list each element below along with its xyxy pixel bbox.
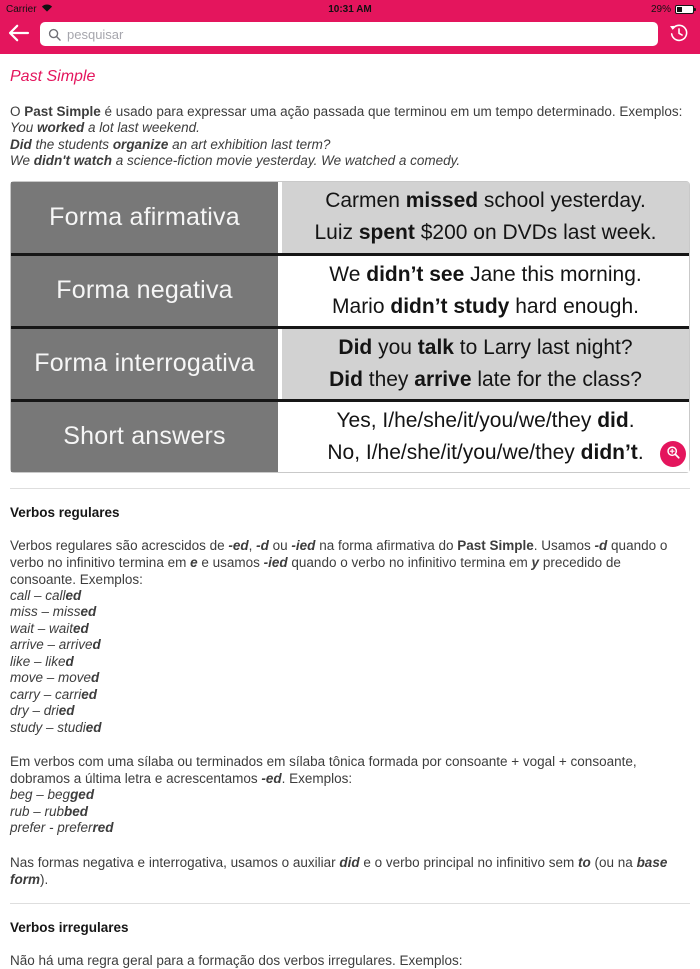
zoom-image-button[interactable]	[660, 441, 686, 467]
verb-pair: study – studied	[10, 719, 102, 735]
table-row	[11, 326, 689, 399]
table-line: Luiz spent $200 on DVDs last week.	[314, 221, 657, 244]
table-line: We didn’t see Jane this morning.	[329, 262, 642, 286]
negative-interrogative-note: Nas formas negativa e interrogativa, usamos o auxiliar did e o verbo principal no infinitivo sem to (ou na base form).	[10, 854, 668, 887]
verb-pair: prefer - preferred	[10, 820, 114, 835]
lesson-content	[0, 68, 700, 969]
row-examples	[282, 402, 689, 472]
status-bar	[0, 0, 700, 16]
intro-examples	[10, 120, 690, 170]
intro-paragraph: O Past Simple é usado para expressar uma ação passada que terminou em um tempo determinado. Exemplos:	[10, 104, 683, 119]
clock-time: 10:31 AM	[328, 3, 372, 15]
history-button[interactable]	[666, 21, 692, 47]
irregular-verbs-note: Não há uma regra geral para a formação dos verbos irregulares. Exemplos:	[10, 952, 463, 968]
wifi-icon	[41, 3, 53, 15]
search-field	[40, 22, 658, 46]
table-line: Mario didn’t study hard enough.	[332, 294, 639, 318]
magnifier-plus-icon	[666, 445, 681, 463]
page-title: Past Simple	[10, 68, 96, 85]
verb-pair: dry – dried	[10, 703, 75, 718]
table-line: Did you talk to Larry last night?	[338, 335, 633, 359]
verb-pair: carry – carried	[10, 686, 98, 702]
battery-icon	[675, 5, 694, 14]
verb-pair: arrive – arrived	[10, 637, 101, 652]
section-divider	[10, 903, 690, 904]
table-line: Yes, I/he/she/it/you/we/they did.	[336, 408, 635, 432]
row-label: Forma afirmativa	[11, 182, 278, 253]
nav-bar	[0, 16, 700, 47]
row-label: Forma negativa	[11, 256, 278, 326]
section-divider	[10, 488, 690, 489]
example-sentence: We didn't watch a science-fiction movie yesterday. We watched a comedy.	[10, 153, 461, 168]
doubling-verb-list	[10, 787, 690, 837]
regular-verb-list	[10, 588, 690, 737]
grammar-table-image	[10, 181, 690, 473]
verb-pair: like – liked	[10, 653, 74, 669]
table-row	[11, 182, 689, 253]
table-row	[11, 253, 689, 326]
battery-percent: 29%	[650, 3, 671, 15]
verb-pair: call – called	[10, 587, 82, 603]
history-clock-icon	[668, 22, 690, 47]
verb-pair: wait – waited	[10, 620, 89, 636]
row-examples	[282, 329, 689, 399]
table-row	[11, 399, 689, 472]
search-input[interactable]	[40, 22, 658, 46]
row-label: Short answers	[11, 402, 278, 472]
irregular-verbs-heading: Verbos irregulares	[10, 919, 129, 935]
regular-verbs-rule: Verbos regulares são acrescidos de -ed, -d ou -ied na forma afirmativa do Past Simple. Usamos -d quando o verbo no infinitivo termina em e e usamos -ied quando o verbo no infinitivo termina em y precedido de consoante. Exemplos:	[10, 537, 668, 587]
table-line: Did they arrive late for the class?	[329, 367, 642, 391]
example-sentence: Did the students organize an art exhibition last term?	[10, 136, 331, 152]
row-label: Forma interrogativa	[11, 329, 278, 399]
doubling-rule: Em verbos com uma sílaba ou terminados em sílaba tônica formada por consoante + vogal + consoante, dobramos a última letra e acrescentamos -ed. Exemplos:	[10, 754, 637, 786]
app-header	[0, 0, 700, 54]
row-examples	[282, 182, 689, 253]
verb-pair: miss – missed	[10, 604, 97, 619]
verb-pair: rub – rubbed	[10, 803, 89, 819]
back-arrow-icon	[8, 24, 30, 45]
carrier-label: Carrier	[6, 3, 37, 15]
back-button[interactable]	[6, 21, 32, 47]
table-line: No, I/he/she/it/you/we/they didn’t.	[327, 440, 644, 464]
regular-verbs-heading: Verbos regulares	[10, 504, 120, 520]
table-line: Carmen missed school yesterday.	[325, 189, 646, 212]
verb-pair: beg – begged	[10, 787, 95, 802]
row-examples	[282, 256, 689, 326]
example-sentence: You worked a lot last weekend.	[10, 120, 200, 135]
verb-pair: move – moved	[10, 670, 100, 685]
